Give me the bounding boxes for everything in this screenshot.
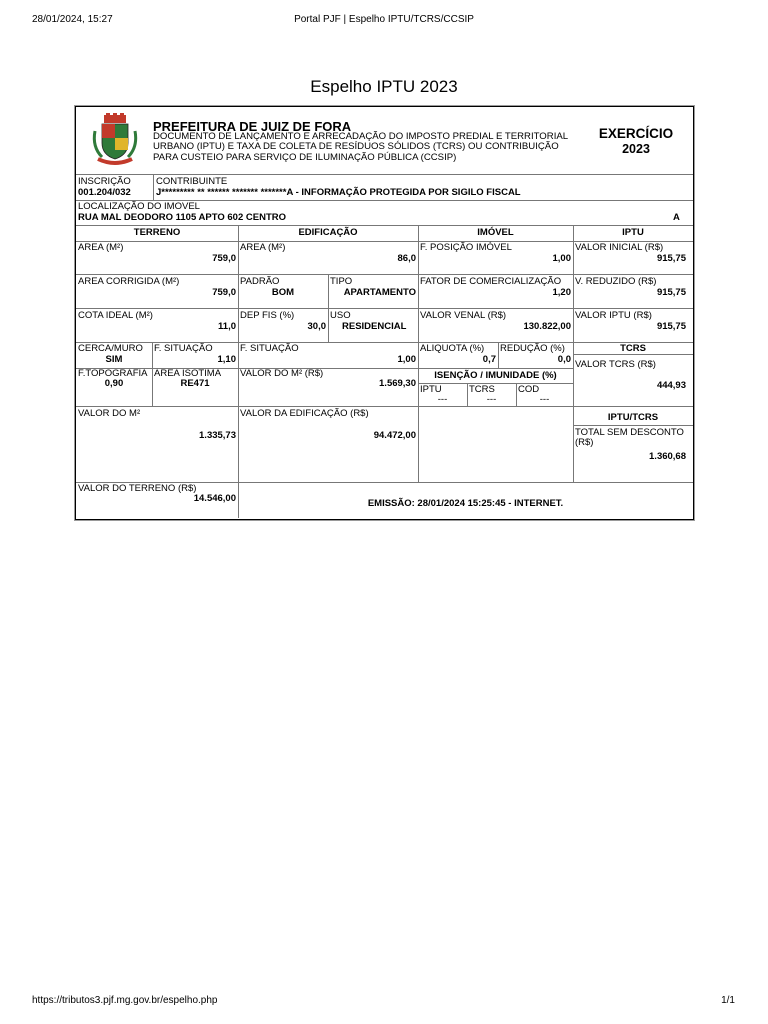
uso-value: RESIDENCIAL bbox=[342, 321, 407, 332]
edificacao-fsituacao-label: F. SITUAÇÃO bbox=[240, 343, 299, 354]
cota-ideal-label: COTA IDEAL (M²) bbox=[78, 310, 153, 321]
reducao-label: REDUÇÃO (%) bbox=[500, 343, 565, 354]
area-isotima-value: RE471 bbox=[180, 378, 210, 389]
inscricao-label: INSCRIÇÃO bbox=[78, 176, 131, 187]
fpos-value: 1,00 bbox=[552, 253, 571, 264]
valor-terreno-value: 14.546,00 bbox=[193, 493, 236, 504]
tipo-value: APARTAMENTO bbox=[343, 287, 416, 298]
section-iptu-tcrs: IPTU/TCRS bbox=[607, 412, 659, 423]
isencao-cod-label: COD bbox=[518, 384, 540, 395]
f-topografia-value: 0,90 bbox=[104, 378, 124, 389]
localizacao-label: LOCALIZAÇÃO DO IMOVEL bbox=[78, 201, 200, 212]
edificacao-area-value: 86,0 bbox=[397, 253, 416, 264]
tipo-label: TIPO bbox=[330, 276, 353, 287]
print-page-title: Portal PJF | Espelho IPTU/TCRS/CCSIP bbox=[294, 14, 474, 25]
print-page-number: 1/1 bbox=[721, 995, 735, 1006]
valor-venal-label: VALOR VENAL (R$) bbox=[420, 310, 507, 321]
isencao-tcrs-label: TCRS bbox=[469, 384, 495, 395]
section-edificacao: EDIFICAÇÃO bbox=[298, 227, 358, 238]
padrao-value: BOM bbox=[271, 287, 295, 298]
isencao-iptu-value: --- bbox=[437, 394, 448, 405]
cota-ideal-value: 11,0 bbox=[218, 321, 236, 332]
terreno-valor-m2-value: 1.335,73 bbox=[199, 430, 236, 441]
cerca-muro-value: SIM bbox=[105, 354, 123, 365]
aliquota-value: 0,7 bbox=[482, 354, 496, 365]
total-sem-desconto-value: 1.360,68 bbox=[649, 451, 686, 462]
padrao-label: PADRÃO bbox=[240, 276, 280, 287]
f-topografia-label: F.TOPOGRAFIA bbox=[78, 368, 148, 379]
dep-fis-label: DEP FIS (%) bbox=[240, 310, 295, 321]
edificacao-valor-m2-label: VALOR DO M² (R$) bbox=[240, 368, 324, 379]
inscricao-value: 001.204/032 bbox=[78, 187, 131, 198]
contribuinte-value: J********* ** ****** ******* *******A - INFORMAÇÃO PROTEGIDA POR SIGILO FISCAL bbox=[156, 187, 521, 198]
isencao-cod-value: --- bbox=[539, 394, 550, 405]
dep-fis-value: 30,0 bbox=[307, 321, 326, 332]
aliquota-label: ALIQUOTA (%) bbox=[420, 343, 485, 354]
document-title: Espelho IPTU 2023 bbox=[310, 77, 458, 96]
reducao-value: 0,0 bbox=[557, 354, 571, 365]
terreno-area-label: AREA (M²) bbox=[78, 242, 124, 253]
area-corrigida-label: AREA CORRIGIDA (M²) bbox=[78, 276, 180, 287]
fator-comercializacao-label: FATOR DE COMERCIALIZAÇÃO bbox=[420, 276, 562, 287]
uso-label: USO bbox=[330, 310, 351, 321]
isencao-tcrs-value: --- bbox=[486, 394, 497, 405]
valor-tcrs-value: 444,93 bbox=[656, 380, 686, 391]
terreno-fsituacao-value: 1,10 bbox=[217, 354, 236, 365]
area-isotima-label: AREA ISOTIMA bbox=[154, 368, 222, 379]
fator-comercializacao-value: 1,20 bbox=[552, 287, 571, 298]
print-datetime: 28/01/2024, 15:27 bbox=[32, 14, 113, 25]
emissao-text: EMISSÃO: 28/01/2024 15:25:45 - INTERNET. bbox=[367, 498, 564, 509]
edificacao-area-label: AREA (M²) bbox=[240, 242, 286, 253]
terreno-valor-m2-label: VALOR DO M² bbox=[78, 408, 141, 419]
valor-tcrs-label: VALOR TCRS (R$) bbox=[575, 359, 656, 370]
city-coat-of-arms-icon bbox=[90, 113, 140, 169]
valor-venal-value: 130.822,00 bbox=[523, 321, 571, 332]
cerca-muro-label: CERCA/MURO bbox=[78, 343, 143, 354]
isencao-iptu-label: IPTU bbox=[420, 384, 442, 395]
valor-edificacao-label: VALOR DA EDIFICAÇÃO (R$) bbox=[240, 408, 369, 419]
valor-iptu-label: VALOR IPTU (R$) bbox=[575, 310, 652, 321]
edificacao-valor-m2-value: 1.569,30 bbox=[379, 378, 416, 389]
valor-edificacao-value: 94.472,00 bbox=[373, 430, 416, 441]
area-corrigida-value: 759,0 bbox=[212, 287, 236, 298]
valor-inicial-value: 915,75 bbox=[656, 253, 686, 264]
iptu-statement bbox=[75, 106, 694, 520]
localizacao-flag: A bbox=[673, 212, 680, 223]
valor-iptu-value: 915,75 bbox=[656, 321, 686, 332]
section-terreno: TERRENO bbox=[133, 227, 181, 238]
total-sem-desconto-label: TOTAL SEM DESCONTO (R$) bbox=[575, 427, 684, 448]
terreno-area-value: 759,0 bbox=[212, 253, 236, 264]
valor-reduzido-value: 915,75 bbox=[656, 287, 686, 298]
isencao-imunidade-title: ISENÇÃO / IMUNIDADE (%) bbox=[434, 370, 557, 381]
section-imovel: IMÓVEL bbox=[477, 227, 514, 238]
document-description: DOCUMENTO DE LANÇAMENTO E ARRECADAÇÃO DO IMPOSTO PREDIAL E TERRITORIAL URBANO (IPTU) E TAXA DE COLETA DE RESÍDUOS SÓLIDOS (TCRS) OU CONTRIBUIÇÃO PARA CUSTEIO PARA SERVIÇO DE ILUMINAÇÃO PÚBLICA (CCSIP) bbox=[153, 131, 568, 163]
fpos-label: F. POSIÇÃO IMÓVEL bbox=[420, 242, 512, 253]
contribuinte-label: CONTRIBUINTE bbox=[156, 176, 228, 187]
edificacao-fsituacao-value: 1,00 bbox=[397, 354, 416, 365]
localizacao-value: RUA MAL DEODORO 1105 APTO 602 CENTRO bbox=[78, 212, 286, 223]
print-url: https://tributos3.pjf.mg.gov.br/espelho.php bbox=[32, 995, 218, 1006]
section-tcrs: TCRS bbox=[620, 343, 646, 354]
valor-inicial-label: VALOR INICIAL (R$) bbox=[575, 242, 664, 253]
exercicio-year: 2023 bbox=[622, 142, 650, 156]
exercicio-label: EXERCÍCIO bbox=[598, 126, 674, 141]
section-iptu: IPTU bbox=[622, 227, 644, 238]
valor-reduzido-label: V. REDUZIDO (R$) bbox=[575, 276, 657, 287]
organization-name: PREFEITURA DE JUIZ DE FORA bbox=[153, 119, 352, 134]
terreno-fsituacao-label: F. SITUAÇÃO bbox=[154, 343, 213, 354]
valor-terreno-label: VALOR DO TERRENO (R$) bbox=[78, 483, 197, 494]
